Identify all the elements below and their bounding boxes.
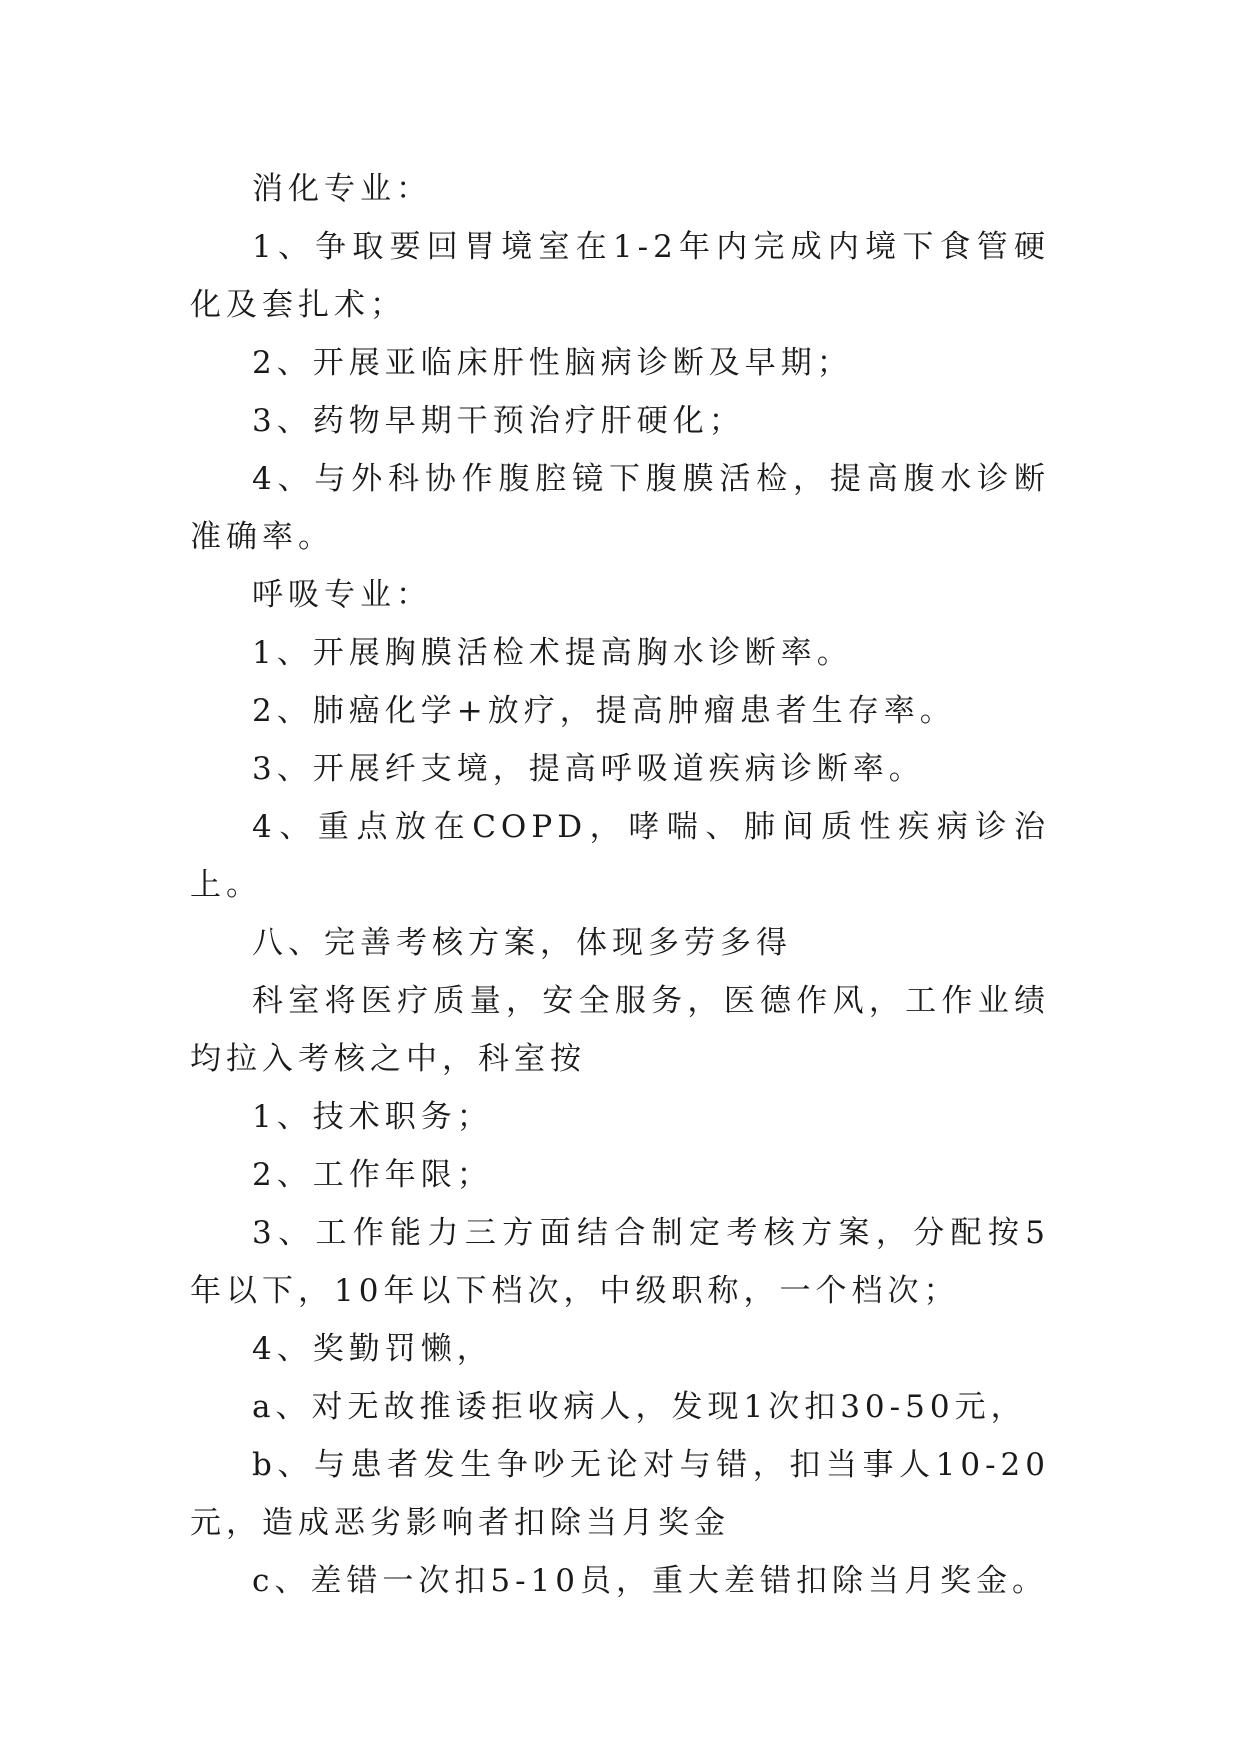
paragraph-assessment-item-1: 1、技术职务； [252,1099,493,1135]
paragraph-digestive-item-2: 2、开展亚临床肝性脑病诊断及早期； [252,345,853,381]
paragraph-respiratory-item-4: 4、重点放在COPD，哮喘、肺间质性疾病诊治上。 [190,809,1050,903]
paragraph-digestive-heading: 消化专业： [252,171,432,207]
paragraph-assessment-item-3: 3、工作能力三方面结合制定考核方案，分配按5年以下，10年以下档次，中级职称，一个档次； [190,1215,1050,1309]
paragraph-digestive-item-4: 4、与外科协作腹腔镜下腹膜活检，提高腹水诊断准确率。 [190,461,1050,555]
document-body [190,160,1050,1610]
paragraph-respiratory-item-3: 3、开展纤支境，提高呼吸道疾病诊断率。 [252,751,925,787]
paragraph-digestive-item-3: 3、药物早期干预治疗肝硬化； [252,403,745,439]
paragraph-digestive-item-1: 1、争取要回胃境室在1-2年内完成内境下食管硬化及套扎术； [190,229,1050,323]
paragraph-penalty-b: b、与患者发生争吵无论对与错，扣当事人10-20元，造成恶劣影响者扣除当月奖金 [190,1447,1050,1541]
paragraph-assessment-intro: 科室将医疗质量，安全服务，医德作风，工作业绩均拉入考核之中，科室按 [190,983,1050,1077]
paragraph-assessment-item-4: 4、奖勤罚懒， [252,1331,493,1367]
paragraph-penalty-a: a、对无故推诿拒收病人，发现1次扣30-50元， [252,1389,1027,1425]
paragraph-respiratory-item-2: 2、肺癌化学+放疗，提高肿瘤患者生存率。 [252,693,956,729]
paragraph-respiratory-item-1: 1、开展胸膜活检术提高胸水诊断率。 [252,635,853,671]
paragraph-penalty-c: c、差错一次扣5-10员，重大差错扣除当月奖金。 [252,1563,1049,1599]
paragraph-assessment-item-2: 2、工作年限； [252,1157,493,1193]
paragraph-respiratory-heading: 呼吸专业： [252,577,432,613]
section-heading-8: 八、完善考核方案，体现多劳多得 [252,925,792,961]
